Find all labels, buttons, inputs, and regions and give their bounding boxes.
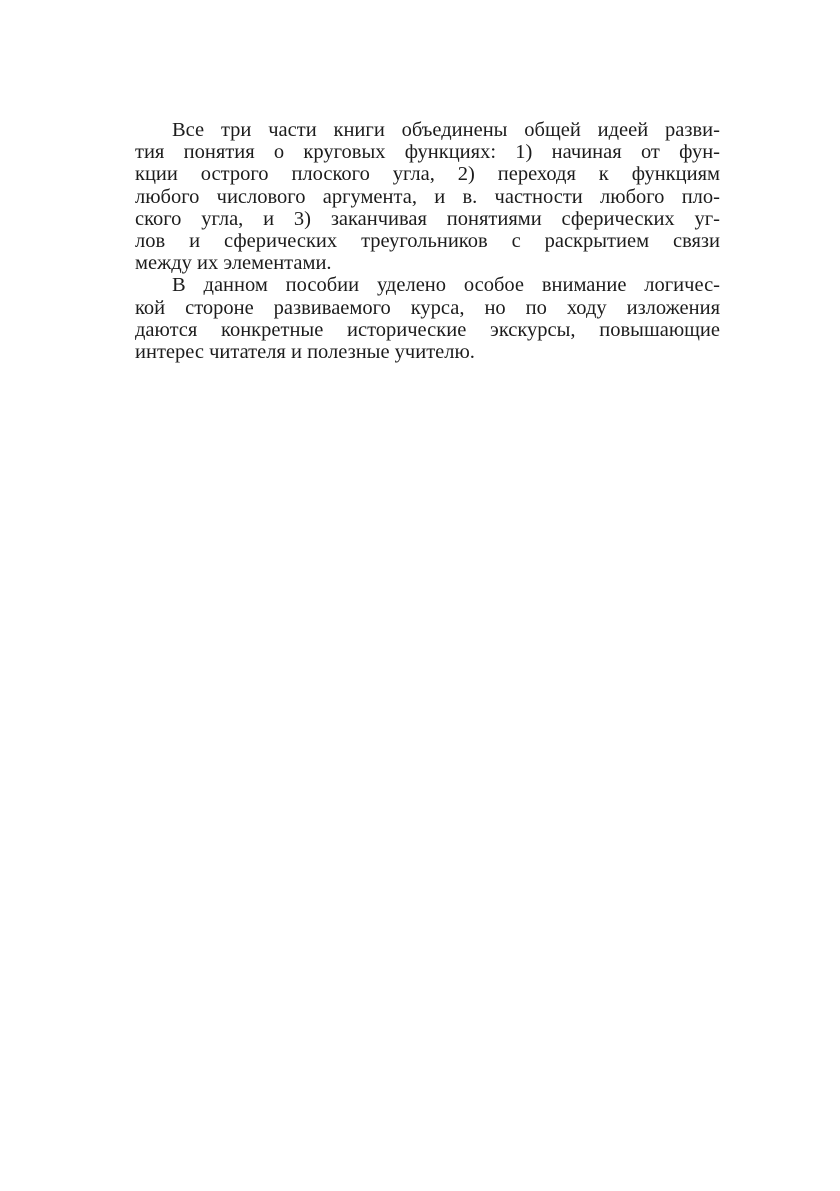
body-text xyxy=(135,119,720,363)
text-line: В данном пособии уделено особое внимание логичес- xyxy=(172,274,720,297)
text-line: интерес читателя и полезные учителю. xyxy=(135,340,475,363)
text-line: кции острого плоского угла, 2) переходя к функциям xyxy=(135,163,720,186)
text-line: тия понятия о круговых функциях: 1) начиная от фун- xyxy=(135,141,720,164)
text-line: лов и сферических треугольников с раскрытием связи xyxy=(135,229,720,252)
text-line: ского угла, и 3) заканчивая понятиями сферических уг- xyxy=(135,207,720,230)
text-line: кой стороне развиваемого курса, но по ходу изложения xyxy=(135,296,720,319)
text-line: Все три части книги объединены общей идеей разви- xyxy=(172,119,720,141)
paragraph-2 xyxy=(135,274,720,363)
text-line: между их элементами. xyxy=(135,252,332,275)
paragraph-1 xyxy=(135,119,720,274)
text-line: даются конкретные исторические экскурсы, повышающие xyxy=(135,318,720,341)
text-line: любого числового аргумента, и в. частности любого пло- xyxy=(135,185,720,208)
